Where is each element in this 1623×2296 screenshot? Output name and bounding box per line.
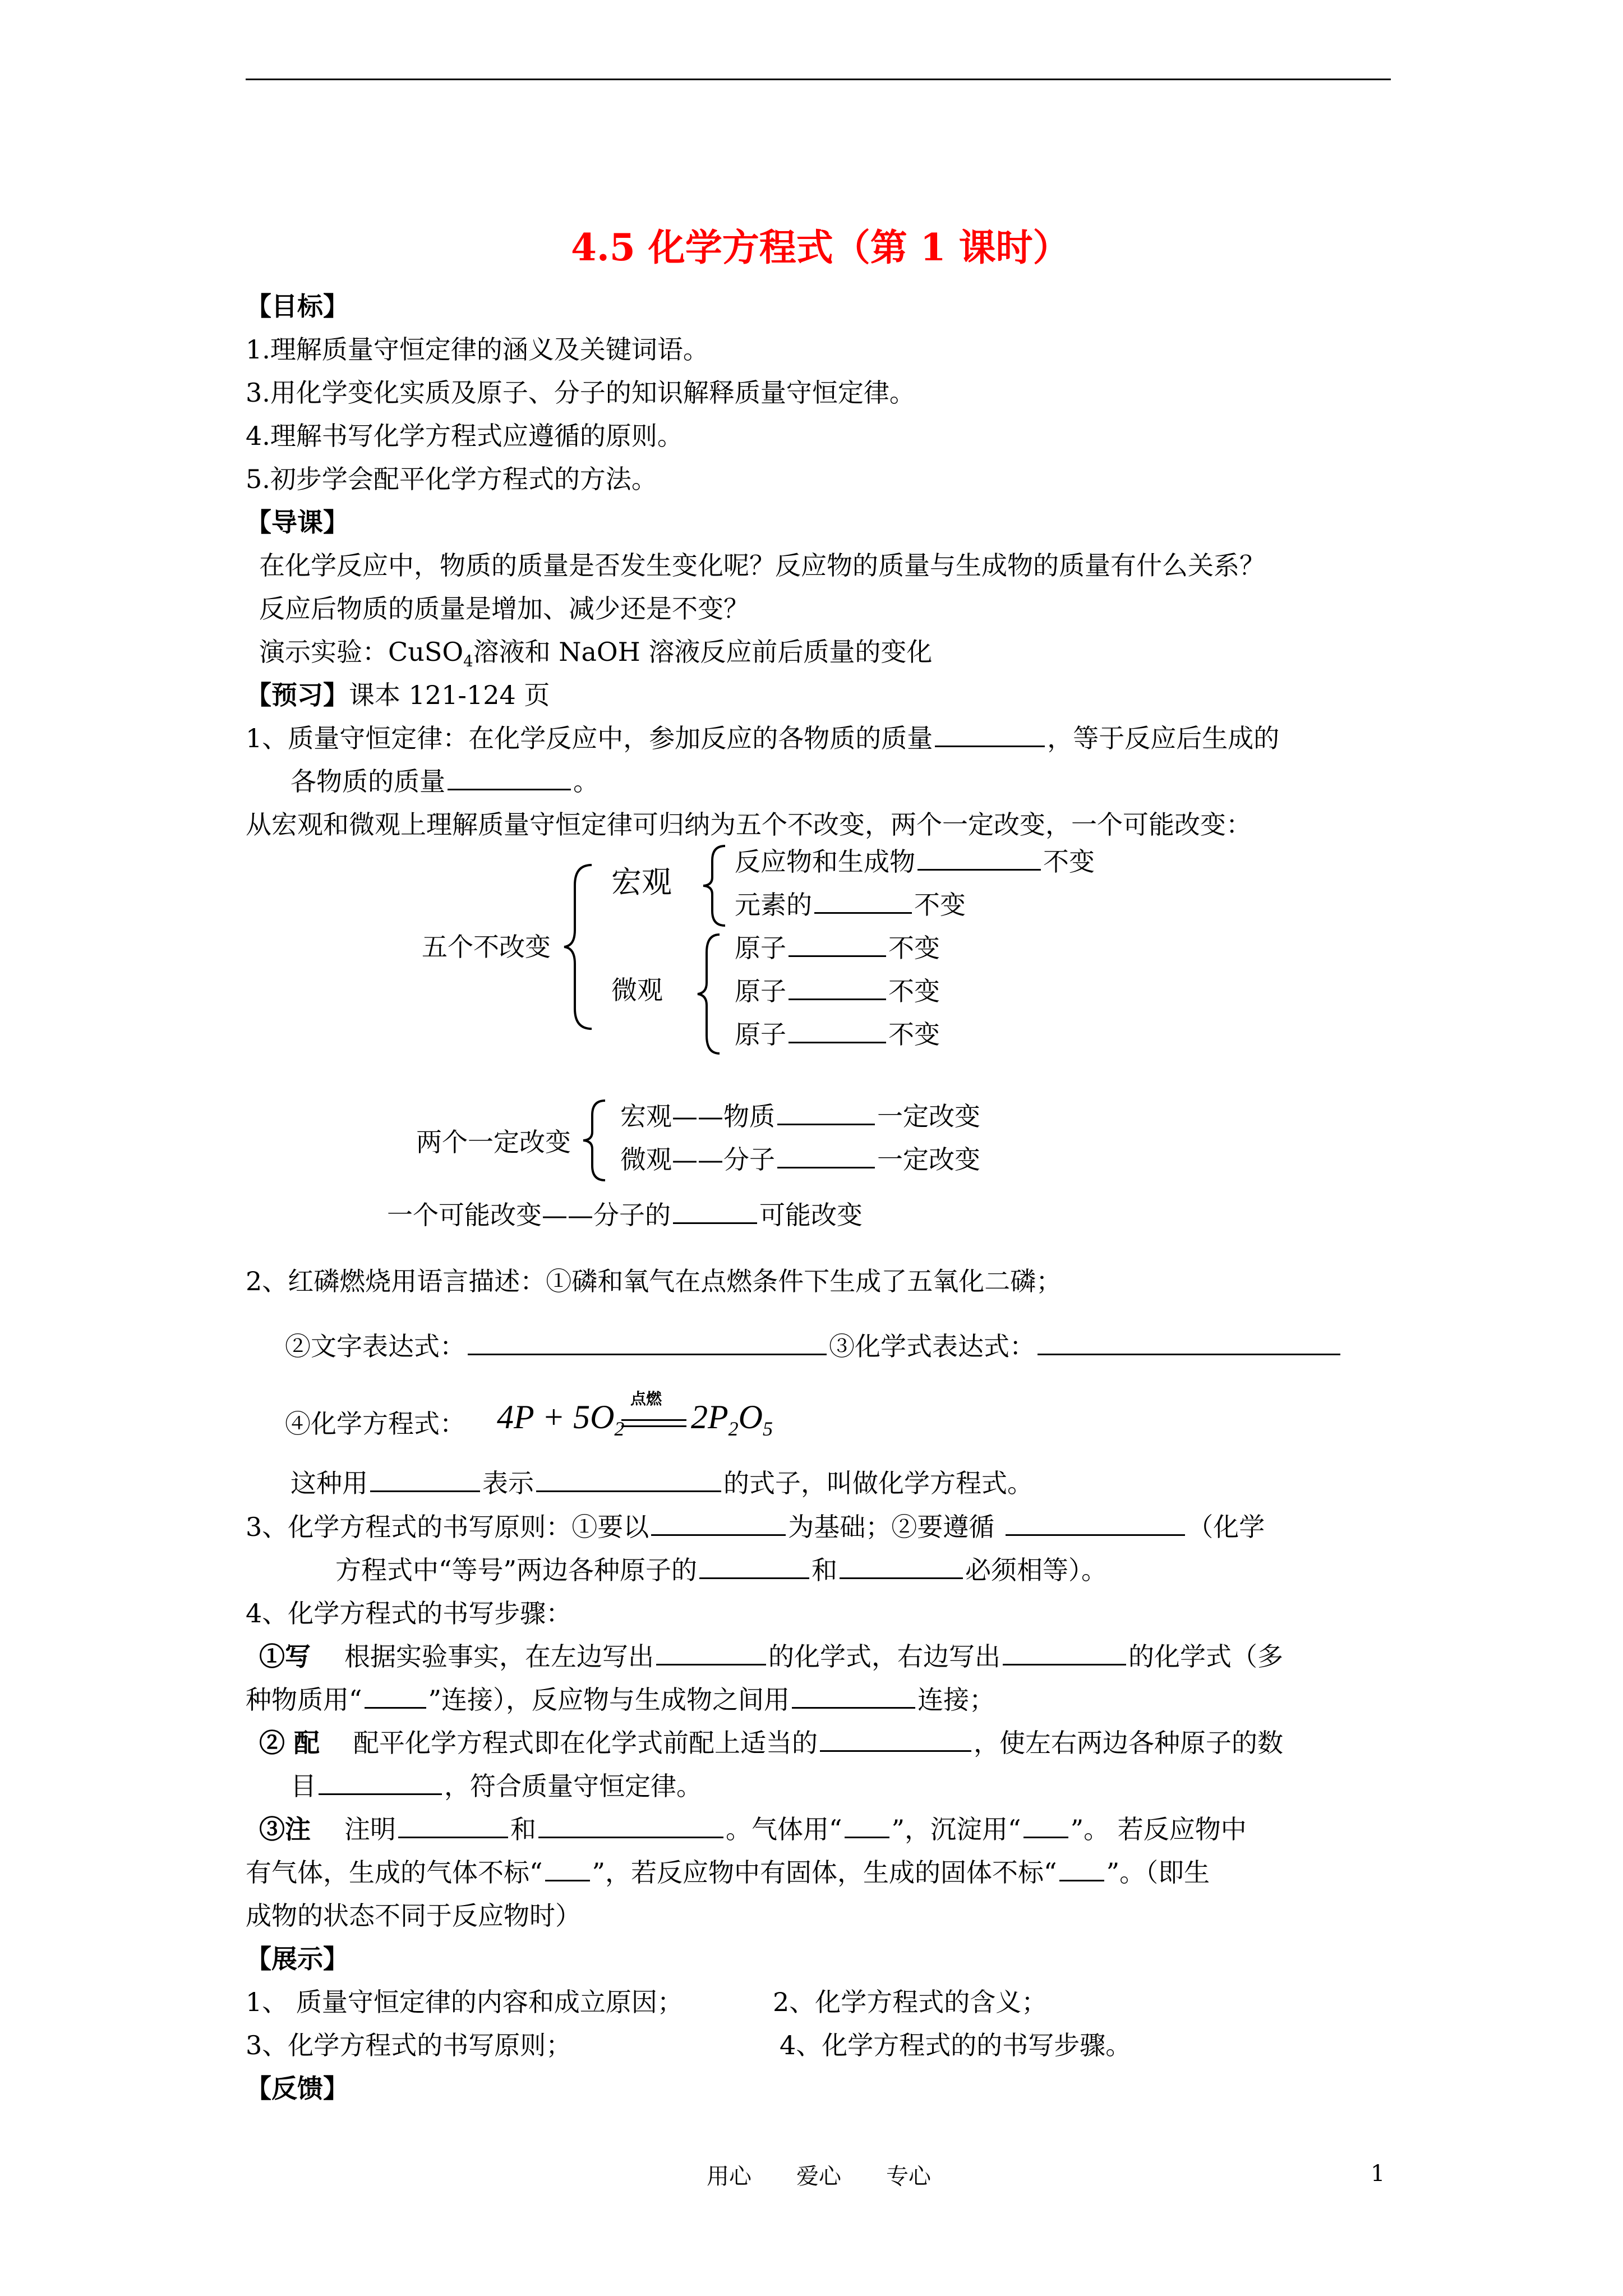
step-balance-2: 目 ，符合质量守恒定律。 — [291, 1771, 702, 1801]
step-write-2: 种物质用“ ”连接），反应物与生成物之间用 连接； — [246, 1685, 995, 1715]
goal-item: 3.用化学变化实质及原子、分子的知识解释质量守恒定律。 — [246, 378, 915, 408]
page-title: 4.5 化学方程式（第 1 课时） — [571, 226, 1070, 269]
show-heading: 【展示】 — [246, 1944, 349, 1974]
q2-line: 2、红磷燃烧用语言描述：①磷和氧气在点燃条件下生成了五氧化二磷； — [246, 1266, 1062, 1296]
micro-brace-icon — [694, 932, 722, 1056]
chemical-equation: $4P + 5O_2$ — [497, 1398, 625, 1440]
step-write: ①写 根据实验事实，在左边写出 的化学式，右边写出 的化学式（多 — [259, 1641, 1283, 1672]
page-number: 1 — [1371, 2161, 1385, 2187]
feedback-heading: 【反馈】 — [246, 2073, 349, 2104]
goals-heading: 【目标】 — [246, 291, 349, 321]
step-note: ③注 注明 和 。气体用“ ”，沉淀用“ ”。 若反应物中 — [259, 1814, 1247, 1844]
show-item: 1、 质量守恒定律的内容和成立原因； — [246, 1987, 683, 2017]
q2-equation-label: ④化学方程式： — [285, 1409, 465, 1439]
preview-pages: 课本 121-124 页 — [349, 680, 550, 710]
two-change-label: 两个一定改变 — [416, 1127, 571, 1157]
demo-line: 演示实验：CuSO$_4$溶液和 NaOH 溶液反应前后质量的变化 — [259, 637, 933, 671]
footer-motto: 用心 爱心 专心 — [707, 2164, 931, 2189]
show-item: 2、化学方程式的含义； — [773, 1987, 1048, 2017]
equals-sign — [621, 1419, 686, 1427]
five-brace-icon — [561, 863, 594, 1031]
micro-item: 原子 不变 — [735, 933, 940, 963]
step-note-3: 成物的状态不同于反应物时） — [246, 1901, 581, 1931]
q3-line: 3、化学方程式的书写原则：①要以 为基础；②要遵循 （化学 — [246, 1512, 1265, 1542]
two-change-item: 宏观——物质 一定改变 — [620, 1101, 980, 1131]
macro-label: 宏观 — [611, 864, 672, 900]
equation-product: $2P_2O_5$ — [691, 1398, 773, 1440]
header-rule — [246, 79, 1391, 80]
q4-heading: 4、化学方程式的书写步骤： — [246, 1598, 572, 1628]
goal-item: 4.理解书写化学方程式应遵循的原则。 — [246, 421, 683, 451]
summary-line: 从宏观和微观上理解质量守恒定律可归纳为五个不改变，两个一定改变，一个可能改变： — [246, 809, 1252, 840]
intro-line: 在化学反应中，物质的质量是否发生变化呢？反应物的质量与生成物的质量有什么关系？ — [259, 550, 1265, 581]
preview-heading: 【预习】 — [246, 680, 349, 710]
macro-item: 反应物和生成物 不变 — [735, 846, 1095, 877]
step-note-2: 有气体，生成的气体不标“ ”，若反应物中有固体，生成的固体不标“ ”。（即生 — [246, 1857, 1210, 1888]
preview-heading-line — [246, 678, 550, 712]
two-brace-icon — [580, 1098, 608, 1182]
intro-line: 反应后物质的质量是增加、减少还是不变？ — [259, 593, 749, 624]
goal-item: 5.初步学会配平化学方程式的方法。 — [246, 464, 657, 494]
two-change-item: 微观——分子 一定改变 — [620, 1144, 980, 1175]
micro-item: 原子 不变 — [735, 1019, 940, 1050]
micro-label: 微观 — [611, 975, 663, 1005]
q3-line-2: 方程式中“等号”两边各种原子的 和 必须相等）。 — [335, 1555, 1108, 1585]
q2-word-line: ②文字表达式： ③化学式表达式： — [285, 1329, 1343, 1363]
q1-line: 1、质量守恒定律：在化学反应中，参加反应的各物质的质量 ，等于反应后生成的 — [246, 723, 1280, 753]
equation-condition: 点燃 — [630, 1389, 662, 1408]
show-item: 4、化学方程式的的书写步骤。 — [780, 2030, 1132, 2060]
show-item: 3、化学方程式的书写原则； — [246, 2030, 572, 2060]
macro-item: 元素的 不变 — [735, 890, 966, 920]
step-balance: ② 配 配平化学方程式即在化学式前配上适当的 ，使左右两边各种原子的数 — [259, 1728, 1284, 1758]
q2-definition: 这种用 表示 的式子，叫做化学方程式。 — [291, 1468, 1033, 1498]
micro-item: 原子 不变 — [735, 976, 940, 1006]
q1-line-2: 各物质的质量 。 — [291, 766, 599, 797]
one-change-line: 一个可能改变——分子的 可能改变 — [387, 1200, 863, 1230]
goal-item: 1.理解质量守恒定律的涵义及关键词语。 — [246, 334, 709, 365]
macro-brace-icon — [700, 844, 728, 928]
intro-heading: 【导课】 — [246, 507, 349, 537]
five-unchanged-label: 五个不改变 — [422, 932, 551, 962]
